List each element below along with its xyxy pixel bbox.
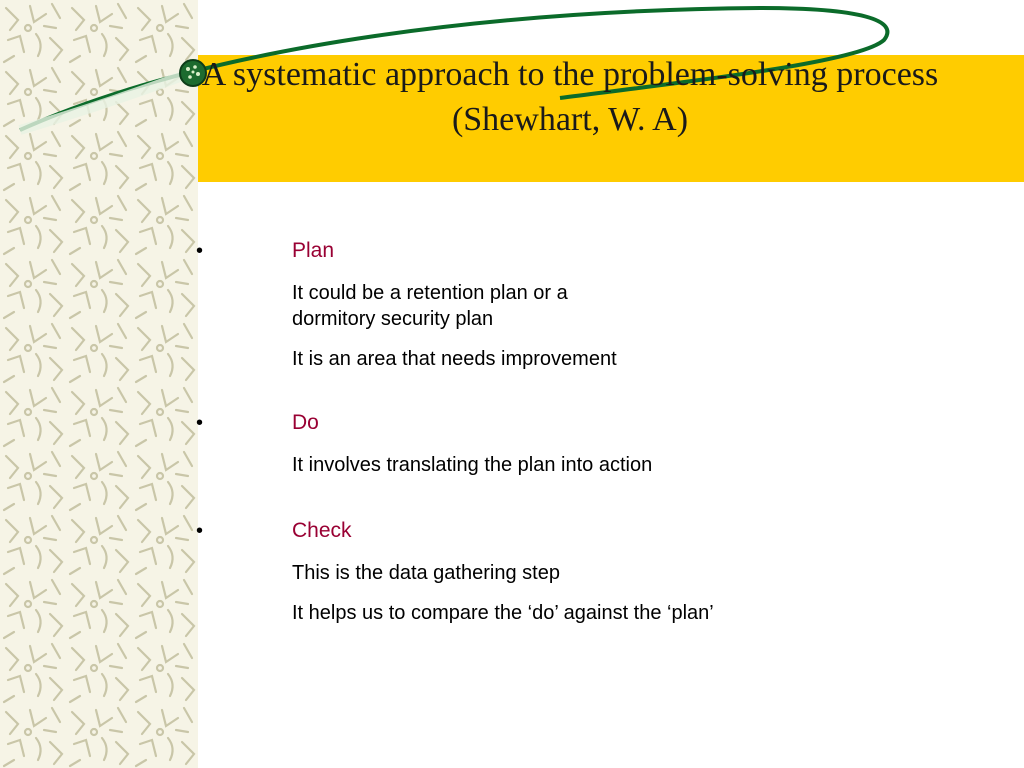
item-body [292, 280, 996, 372]
list-item-plan [196, 236, 996, 372]
item-heading: Check [292, 519, 352, 542]
bullet-point: • [196, 520, 204, 542]
item-line-part: It could be a retention plan or a [292, 282, 568, 304]
item-line: It is an area that needs improvement [292, 348, 617, 370]
pattern-graphic [0, 0, 198, 768]
item-heading: Do [292, 411, 319, 434]
item-line: This is the data gathering step [292, 562, 560, 584]
list-item-check [196, 516, 996, 626]
slide-title: A systematic approach to the problem-solving process (Shewhart, W. A) [201, 56, 939, 138]
item-heading: Plan [292, 239, 335, 262]
item-body [292, 452, 996, 478]
list-item-do [196, 408, 996, 478]
item-line-part: dormitory security plan [292, 308, 494, 330]
item-line [292, 280, 996, 332]
item-body [292, 560, 996, 626]
item-line: It helps us to compare the ‘do’ against the ‘plan’ [292, 602, 714, 624]
bullet-point: • [196, 240, 204, 262]
decorative-side-pattern [0, 0, 198, 768]
bullet-point: • [196, 412, 204, 434]
item-line: It involves translating the plan into action [292, 454, 653, 476]
bullet-list [196, 236, 996, 640]
